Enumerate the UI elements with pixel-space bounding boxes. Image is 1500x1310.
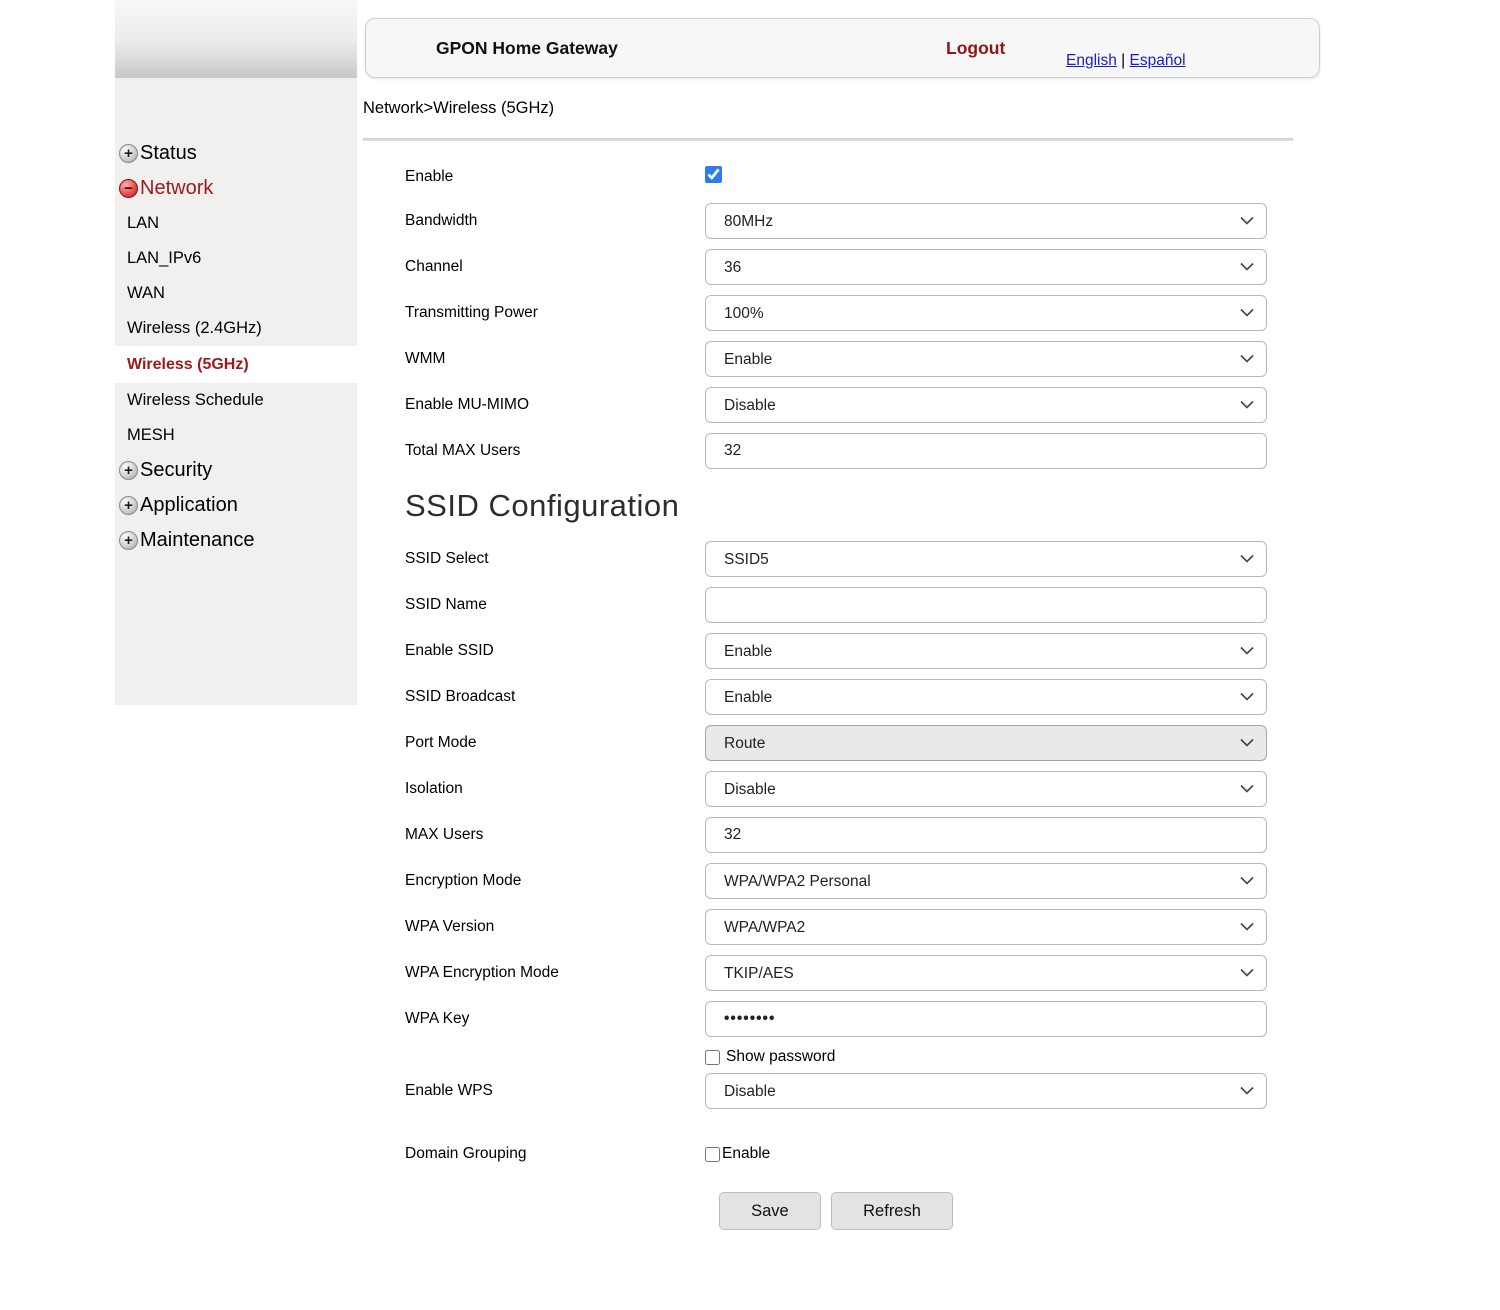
wireless-settings-form — [405, 159, 1267, 1230]
expand-plus-icon[interactable]: + — [119, 496, 138, 515]
form-row-domain-grouping — [405, 1136, 1267, 1172]
sidebar-item-label: Application — [140, 494, 238, 516]
form-row-wpa-key — [405, 1001, 1267, 1037]
sidebar-item-label: Wireless Schedule — [127, 391, 264, 409]
breadcrumb: Network>Wireless (5GHz) — [363, 99, 555, 117]
port-mode-label: Port Mode — [405, 734, 477, 751]
sidebar-item-label: MESH — [127, 426, 175, 444]
language-switcher — [1066, 52, 1186, 70]
ssid-select-label: SSID Select — [405, 550, 489, 567]
ssid-broadcast-label: SSID Broadcast — [405, 688, 516, 705]
channel-select[interactable] — [705, 249, 1267, 285]
enable-wps-label: Enable WPS — [405, 1082, 493, 1099]
enable-control — [705, 166, 1267, 188]
form-row-enable-ssid — [405, 633, 1267, 669]
isolation-label: Isolation — [405, 780, 463, 797]
enable-ssid-select[interactable] — [705, 633, 1267, 669]
collapse-minus-icon[interactable]: − — [119, 179, 138, 198]
form-row-ssid-name — [405, 587, 1267, 623]
main-content — [357, 0, 1333, 1310]
enable-label: Enable — [405, 168, 454, 185]
language-separator: | — [1121, 52, 1126, 69]
form-row-enable-wps — [405, 1073, 1267, 1109]
bandwidth-select[interactable] — [705, 203, 1267, 239]
refresh-button[interactable]: Refresh — [831, 1192, 953, 1230]
wmm-select[interactable] — [705, 341, 1267, 377]
show-password-option — [705, 1048, 835, 1066]
ssid-name-input[interactable] — [705, 587, 1267, 623]
language-link-english[interactable]: English — [1066, 52, 1117, 69]
ssid-name-label: SSID Name — [405, 596, 487, 613]
mu-mimo-label: Enable MU-MIMO — [405, 396, 530, 413]
wpa-encryption-mode-select[interactable] — [705, 955, 1267, 991]
wpa-key-label: WPA Key — [405, 1010, 470, 1027]
language-link-spanish[interactable]: Español — [1129, 52, 1186, 69]
form-row-max-users — [405, 817, 1267, 853]
sidebar-item-label: LAN — [127, 214, 160, 232]
sidebar-item-security[interactable] — [115, 453, 357, 488]
max-users-input[interactable] — [705, 817, 1267, 853]
form-row-enable — [405, 159, 1267, 195]
channel-label: Channel — [405, 258, 463, 275]
form-row-wmm — [405, 341, 1267, 377]
form-row-channel — [405, 249, 1267, 285]
sidebar-item-maintenance[interactable] — [115, 523, 357, 558]
wpa-version-label: WPA Version — [405, 918, 495, 935]
encryption-mode-label: Encryption Mode — [405, 872, 522, 889]
page-container — [115, 0, 1333, 1310]
isolation-select[interactable] — [705, 771, 1267, 807]
save-button[interactable]: Save — [719, 1192, 821, 1230]
enable-wps-select[interactable] — [705, 1073, 1267, 1109]
sidebar-item-status[interactable] — [115, 136, 357, 171]
domain-grouping-label: Domain Grouping — [405, 1145, 527, 1162]
expand-plus-icon[interactable]: + — [119, 461, 138, 480]
sidebar-item-label: WAN — [127, 284, 165, 302]
form-row-transmitting-power — [405, 295, 1267, 331]
enable-ssid-label: Enable SSID — [405, 642, 494, 659]
sidebar-item-wireless-2-4ghz[interactable] — [115, 311, 357, 346]
header-bar — [365, 18, 1320, 78]
sidebar-menu — [115, 78, 357, 705]
sidebar-item-label: Network — [140, 177, 214, 199]
show-password-checkbox[interactable] — [705, 1050, 720, 1065]
sidebar-item-application[interactable] — [115, 488, 357, 523]
sidebar — [115, 0, 357, 705]
show-password-row — [405, 1047, 1267, 1067]
sidebar-item-label: Wireless (5GHz) — [127, 355, 249, 373]
logout-link[interactable]: Logout — [946, 38, 1006, 58]
app-title: GPON Home Gateway — [436, 38, 618, 58]
transmitting-power-select[interactable] — [705, 295, 1267, 331]
sidebar-item-label: LAN_IPv6 — [127, 249, 202, 267]
enable-checkbox[interactable] — [705, 166, 722, 183]
expand-plus-icon[interactable]: + — [119, 531, 138, 550]
ssid-configuration-title: SSID Configuration — [405, 488, 680, 523]
total-max-users-input[interactable] — [705, 433, 1267, 469]
sidebar-item-label: Security — [140, 459, 213, 481]
ssid-broadcast-select[interactable] — [705, 679, 1267, 715]
sidebar-item-wireless-5ghz[interactable] — [115, 346, 357, 383]
show-password-label: Show password — [726, 1048, 836, 1065]
sidebar-item-mesh[interactable] — [115, 418, 357, 453]
sidebar-item-lan-ipv6[interactable] — [115, 241, 357, 276]
port-mode-select — [705, 725, 1267, 761]
form-row-encryption-mode — [405, 863, 1267, 899]
form-row-port-mode — [405, 725, 1267, 761]
total-max-users-label: Total MAX Users — [405, 442, 521, 459]
transmitting-power-label: Transmitting Power — [405, 304, 538, 321]
wpa-key-input[interactable] — [705, 1001, 1267, 1037]
sidebar-item-wan[interactable] — [115, 276, 357, 311]
mu-mimo-select[interactable] — [705, 387, 1267, 423]
encryption-mode-select[interactable] — [705, 863, 1267, 899]
domain-grouping-checkbox[interactable] — [705, 1147, 720, 1162]
form-row-total-max-users — [405, 433, 1267, 469]
domain-grouping-enable-label: Enable — [722, 1145, 771, 1162]
sidebar-item-network[interactable] — [115, 171, 357, 206]
ssid-select-dropdown[interactable] — [705, 541, 1267, 577]
wpa-version-select[interactable] — [705, 909, 1267, 945]
form-row-ssid-select — [405, 541, 1267, 577]
button-bar — [405, 1192, 1267, 1230]
wmm-label: WMM — [405, 350, 446, 367]
wpa-encryption-mode-label: WPA Encryption Mode — [405, 964, 559, 981]
form-row-ssid-broadcast — [405, 679, 1267, 715]
bandwidth-label: Bandwidth — [405, 212, 478, 229]
divider — [363, 138, 1293, 141]
form-row-wpa-encryption-mode — [405, 955, 1267, 991]
form-row-bandwidth — [405, 203, 1267, 239]
sidebar-item-label: Maintenance — [140, 529, 255, 551]
sidebar-header-band — [115, 0, 357, 78]
form-row-wpa-version — [405, 909, 1267, 945]
form-row-isolation — [405, 771, 1267, 807]
max-users-label: MAX Users — [405, 826, 484, 843]
form-row-mu-mimo — [405, 387, 1267, 423]
expand-plus-icon[interactable]: + — [119, 144, 138, 163]
sidebar-item-label: Wireless (2.4GHz) — [127, 319, 262, 337]
sidebar-item-label: Status — [140, 142, 197, 164]
sidebar-item-wireless-schedule[interactable] — [115, 383, 357, 418]
sidebar-item-lan[interactable] — [115, 206, 357, 241]
